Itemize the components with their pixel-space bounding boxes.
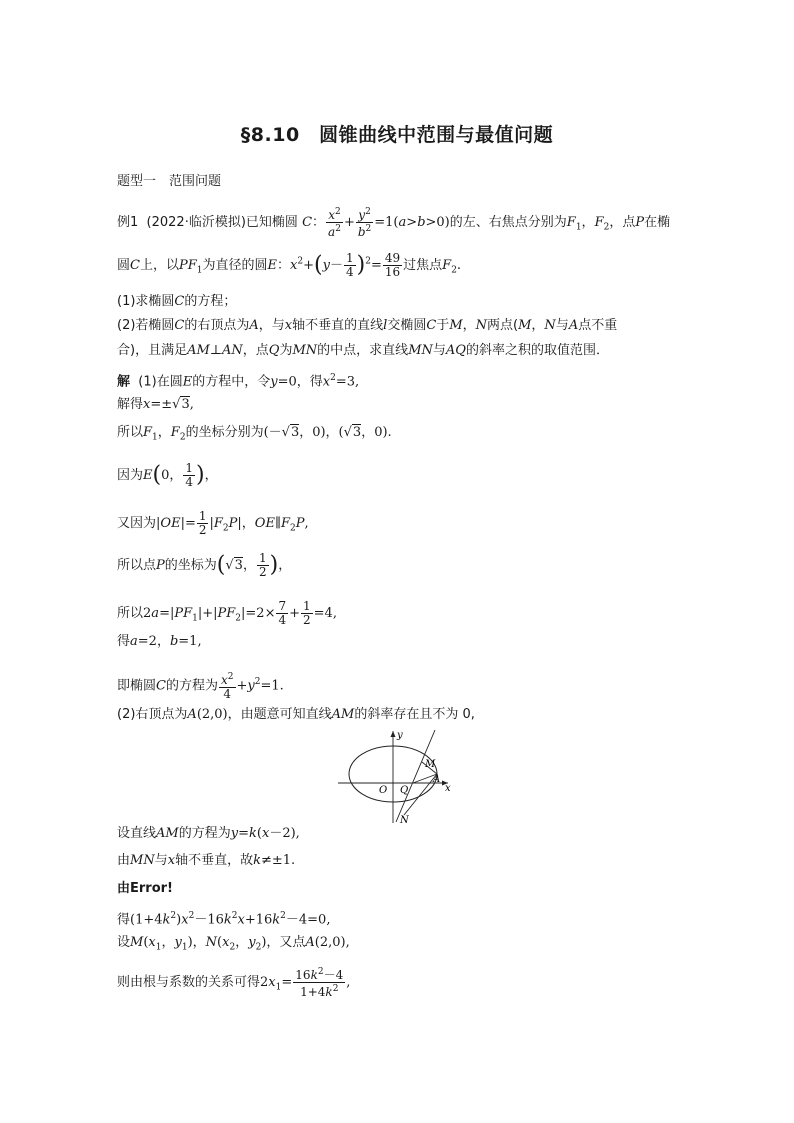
solution-text: 的方程为 bbox=[165, 678, 218, 694]
example-label: 例1 bbox=[117, 215, 139, 230]
solution-text: (1)在圆 bbox=[138, 374, 183, 390]
question-text: ，点 bbox=[242, 343, 269, 358]
question-text: 交椭圆 bbox=[387, 318, 427, 333]
solution-text: 的坐标分别为 bbox=[185, 425, 264, 440]
section-heading bbox=[117, 173, 221, 191]
question-1: (1)求椭圆C的方程； bbox=[117, 294, 237, 309]
solution-line-13 bbox=[117, 880, 173, 898]
solution-line-16: 则由根与系数的关系可得$2x_1=$ $\frac{16k^2-4}{1+4k^2}$ , bbox=[117, 967, 351, 999]
solution-line-8: 得a=2，b=1, bbox=[117, 634, 202, 649]
question-text: 轴不垂直的直线 bbox=[292, 318, 384, 333]
solution-text: 解得 bbox=[117, 397, 144, 412]
solution-line-5: 又因为|OE|= $\frac{1}{2}$ $|F_2P|$，$OE\parallel F_2P$, bbox=[117, 509, 309, 537]
solution-text: 由 bbox=[117, 853, 131, 868]
solution-text: ，由题意可知直线 bbox=[227, 707, 332, 722]
example-text: 的左、右焦点分别为 bbox=[449, 215, 567, 230]
solution-line-7: 所以$2a=|PF_1|+|PF_2|=2\times$ $\frac{7}{4}$ + $\frac{1}{2}$ =4, bbox=[117, 599, 337, 627]
solution-line-15: 设$M(x_1$，$y_1$)，$N(x_2$，$y_2$)，又点A(2,0), bbox=[117, 935, 350, 953]
example-text: 上，以 bbox=[139, 258, 179, 273]
example-text: 在椭 bbox=[644, 215, 671, 230]
section-label: 题型一 范围问题 bbox=[117, 174, 222, 189]
solution-text: 与 bbox=[154, 853, 168, 868]
solution-line-10: (2)右顶点为A(2,0)，由题意可知直线AM的斜率存在且不为 0, bbox=[117, 707, 475, 722]
solution-text: ，得 bbox=[296, 374, 323, 390]
question-2-cont: 合)，且满足AM⊥AN，点Q为MN的中点，求直线MN与AQ的斜率之积的取值范围． bbox=[117, 343, 609, 358]
example-text: ，点 bbox=[609, 215, 636, 230]
solution-text: 所以 bbox=[117, 425, 144, 440]
label-m: M bbox=[425, 759, 436, 770]
example-source: (2022·临沂模拟) bbox=[146, 215, 246, 230]
example-text: 为直径的圆 bbox=[202, 258, 268, 273]
solution-line-11: 设直线AM的方程为y=k(x－2), bbox=[117, 826, 300, 841]
solution-line-2: 解得x=±√3, bbox=[117, 397, 194, 412]
label-n: N bbox=[400, 815, 409, 823]
solution-line-14: 得$(1+4k^2)x^2-16k^2x+16k^2-4=0$, bbox=[117, 911, 331, 928]
example-text: 圆 bbox=[117, 258, 131, 273]
solution-line-9: 即椭圆C的方程为 $\frac{x^2}{4}$ $+y^2=1$. bbox=[117, 672, 284, 701]
question-text: 于 bbox=[436, 318, 450, 333]
solution-text: 即椭圆 bbox=[117, 678, 157, 694]
question-2: (2)若椭圆C的右顶点为A，与x轴不垂直的直线l交椭圆C于M，N两点(M，N与A点不重 bbox=[117, 318, 618, 333]
question-text: (1)求椭圆 bbox=[117, 294, 175, 309]
solution-line-6: 所以点P的坐标为(√3， $\frac{1}{2}$ )， bbox=[117, 551, 292, 579]
solution-text: 的方程为 bbox=[178, 826, 231, 841]
label-o: O bbox=[379, 785, 388, 796]
solution-text: 得 bbox=[117, 634, 131, 649]
solution-text: (2)右顶点为 bbox=[117, 707, 188, 722]
solution-text: 的坐标为 bbox=[164, 558, 217, 573]
question-text: 与 bbox=[432, 343, 446, 358]
solution-label: 解 bbox=[117, 374, 131, 390]
label-x: x bbox=[445, 783, 451, 794]
label-q: Q bbox=[400, 785, 409, 796]
solution-text: 得 bbox=[117, 912, 131, 928]
solution-text: 轴不垂直，故 bbox=[175, 853, 254, 868]
solution-text: 的方程中，令 bbox=[192, 374, 271, 390]
page-title: §8.10 圆锥曲线中范围与最值问题 bbox=[240, 124, 554, 146]
solution-text: 设 bbox=[117, 935, 131, 950]
question-text: 两点( bbox=[487, 318, 519, 333]
question-text: 的方程； bbox=[184, 294, 237, 309]
ellipse-figure bbox=[338, 727, 464, 823]
question-text: 的右顶点为 bbox=[184, 318, 250, 333]
question-text: 合)，且满足 bbox=[117, 343, 188, 358]
example-text: 已知椭圆 bbox=[245, 215, 298, 230]
question-text: ，与 bbox=[258, 318, 285, 333]
question-text: 点不重 bbox=[578, 318, 618, 333]
line-l bbox=[396, 730, 435, 822]
question-text: 与 bbox=[555, 318, 569, 333]
label-a: A bbox=[433, 774, 441, 785]
solution-line-3: 所以$F_1$，$F_2$的坐标分别为(－√3，0)，(√3，0). bbox=[117, 425, 392, 443]
solution-text: 所以 bbox=[117, 606, 144, 621]
label-y: y bbox=[397, 730, 403, 741]
question-text: 的中点，求直线 bbox=[317, 343, 409, 358]
solution-text: ，又点 bbox=[266, 935, 306, 950]
solution-text: 设直线 bbox=[117, 826, 157, 841]
question-text: 为 bbox=[279, 343, 293, 358]
solution-line-1: 解 (1)在圆E的方程中，令y=0，得$x^2=3$, bbox=[117, 373, 360, 390]
solution-text: 所以点 bbox=[117, 558, 157, 573]
example-text: 过焦点 bbox=[403, 258, 443, 273]
y-axis-arrow bbox=[391, 731, 396, 737]
solution-text: 又因为 bbox=[117, 516, 157, 531]
solution-text: 的斜率存在且不为 0, bbox=[354, 707, 475, 722]
solution-line-12: 由MN与x轴不垂直，故k≠±1. bbox=[117, 853, 296, 868]
solution-text: 则由根与系数的关系可得 bbox=[117, 975, 261, 990]
example-line-2: 圆C上，以$PF_1$为直径的圆E：$x^2+(y-$ $\frac{1}{4}$ )$^2$= $\frac{49}{16}$ 过焦点$F_2$. bbox=[117, 251, 462, 279]
question-text: (2)若椭圆 bbox=[117, 318, 175, 333]
question-text: 的斜率之积的取值范围． bbox=[465, 343, 609, 358]
solution-text: 由Error! bbox=[117, 881, 173, 896]
example-line-1: 例1 (2022·临沂模拟)已知椭圆 C： $\frac{x^2}{a^2}$ + $\frac{y^2}{b^2}$ =1(a>b>0)的左、右焦点分别为$F_1$，$F_2$，点P在椭 bbox=[117, 207, 671, 239]
solution-line-4: 因为E(0， $\frac{1}{4}$ )， bbox=[117, 461, 218, 489]
solution-text: 因为 bbox=[117, 468, 144, 483]
